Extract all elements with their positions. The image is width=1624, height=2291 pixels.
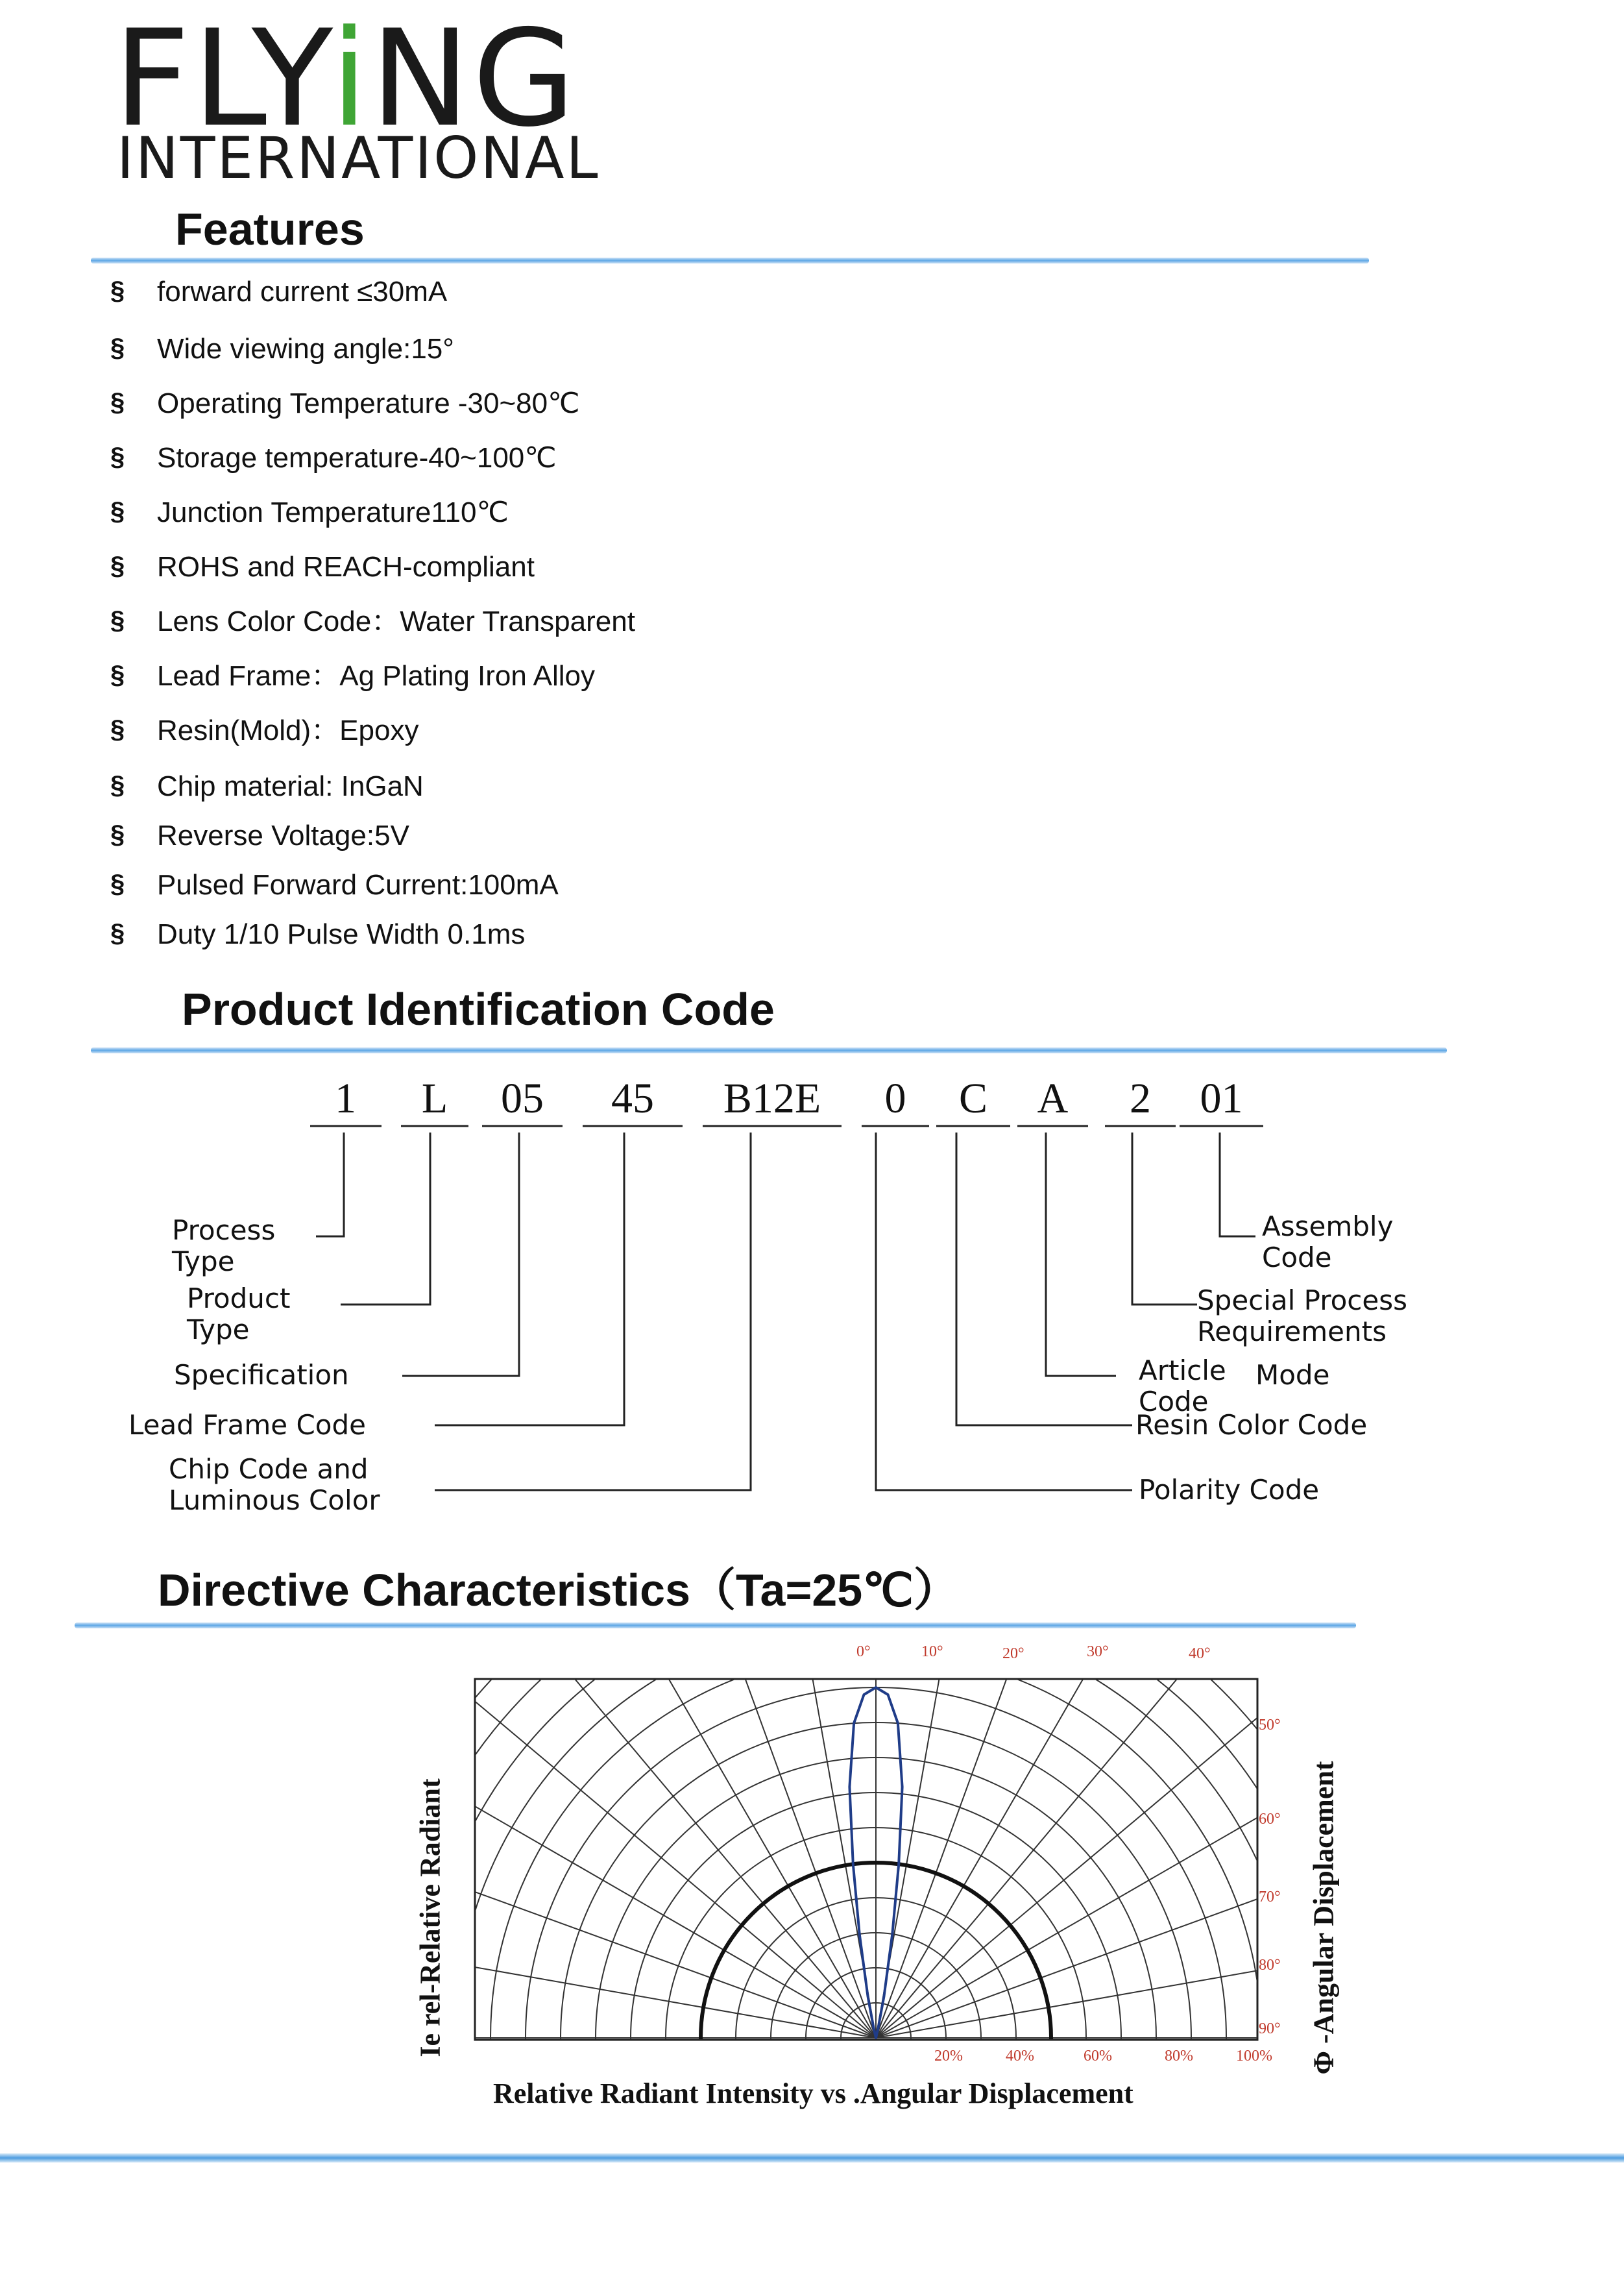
label-product-type: Product Type xyxy=(187,1282,291,1345)
label-lead-frame-code: Lead Frame Code xyxy=(128,1409,366,1441)
feature-text: Pulsed Forward Current:100mA xyxy=(157,869,559,901)
code-seg-chip: B12E xyxy=(723,1075,821,1122)
chart-caption: Relative Radiant Intensity vs .Angular Displacement xyxy=(493,2077,1133,2109)
tick-right: 90° xyxy=(1259,2020,1281,2037)
label-chip-code: Chip Code and Luminous Color xyxy=(169,1453,380,1516)
logo-text-2: NG xyxy=(370,2,579,156)
label-mode: Mode xyxy=(1255,1359,1330,1391)
feature-text: ROHS and REACH-compliant xyxy=(157,551,535,583)
label-polarity-code: Polarity Code xyxy=(1139,1474,1320,1506)
code-seg-leadframe: 45 xyxy=(611,1075,654,1122)
code-seg-polarity: 0 xyxy=(884,1075,906,1122)
tick-bottom: 40% xyxy=(1006,2048,1034,2064)
bullet-icon: § xyxy=(110,870,125,898)
leader-special xyxy=(1132,1133,1197,1305)
tick-bottom: 20% xyxy=(934,2048,963,2064)
bullet-icon: § xyxy=(110,715,125,744)
leader-chip-code xyxy=(435,1133,751,1490)
code-seg-assembly: 01 xyxy=(1200,1075,1243,1122)
bullet-icon: § xyxy=(110,334,125,362)
right-axis-label: Φ -Angular Displacement xyxy=(1307,1761,1340,2075)
label-assembly-code: Assembly Code xyxy=(1262,1210,1394,1273)
code-seg-process: 1 xyxy=(335,1075,356,1122)
brand-tagline: INTERNATIONAL xyxy=(117,125,600,191)
leader-lead-frame xyxy=(435,1133,624,1425)
feature-text: Operating Temperature -30~80℃ xyxy=(157,387,580,419)
tick-top: 10° xyxy=(921,1643,943,1660)
polar-radiation-chart xyxy=(474,1678,1259,2041)
tick-bottom: 80% xyxy=(1165,2048,1193,2064)
leader-article xyxy=(1046,1133,1116,1376)
directive-title: Directive Characteristics（Ta=25℃） xyxy=(158,1565,959,1615)
label-resin-color-code: Resin Color Code xyxy=(1135,1409,1368,1441)
label-special-process: Special Process Requirements xyxy=(1197,1284,1408,1347)
bullet-icon: § xyxy=(110,606,125,635)
leader-polarity xyxy=(876,1133,1132,1490)
leader-assembly xyxy=(1220,1133,1255,1236)
y-axis-label: Ie rel-Relative Radiant xyxy=(414,1778,446,2057)
label-article-code: Article Code xyxy=(1139,1354,1226,1417)
product-id-title: Product Identification Code xyxy=(182,984,775,1035)
bullet-icon: § xyxy=(110,919,125,948)
feature-text: Lead Frame：Ag Plating Iron Alloy xyxy=(157,660,596,692)
tick-right: 80° xyxy=(1259,1957,1281,1974)
tick-right: 50° xyxy=(1259,1717,1281,1734)
feature-text: Lens Color Code：Water Transparent xyxy=(157,606,635,637)
leader-resin xyxy=(956,1133,1132,1425)
tick-right: 70° xyxy=(1259,1889,1281,1905)
feature-text: Wide viewing angle:15° xyxy=(157,333,454,365)
bullet-icon: § xyxy=(110,820,125,849)
leader-specification xyxy=(402,1133,519,1376)
tick-bottom: 60% xyxy=(1084,2048,1112,2064)
code-seg-article: A xyxy=(1037,1075,1069,1122)
feature-text: Junction Temperature110℃ xyxy=(157,496,509,528)
bullet-icon: § xyxy=(110,388,125,417)
logo-text-i: i xyxy=(330,2,370,156)
tick-top: 20° xyxy=(1002,1645,1024,1662)
feature-text: Duty 1/10 Pulse Width 0.1ms xyxy=(157,918,526,950)
code-seg-special: 2 xyxy=(1130,1075,1151,1122)
label-process-type: Process Type xyxy=(172,1214,276,1277)
features-title: Features xyxy=(175,204,365,254)
directive-divider xyxy=(75,1623,1356,1628)
bullet-icon: § xyxy=(110,552,125,580)
feature-text: Reverse Voltage:5V xyxy=(157,820,409,851)
tick-top: 30° xyxy=(1087,1643,1109,1660)
code-seg-product: L xyxy=(421,1075,448,1122)
feature-text: forward current ≤30mA xyxy=(157,276,448,308)
code-seg-resin: C xyxy=(958,1075,988,1122)
bullet-icon: § xyxy=(110,276,125,305)
feature-text: Resin(Mold)：Epoxy xyxy=(157,715,419,746)
tick-bottom: 100% xyxy=(1236,2048,1272,2064)
logo-text-1: FLY xyxy=(114,2,331,156)
bullet-icon: § xyxy=(110,497,125,526)
label-specification: Specification xyxy=(174,1359,349,1391)
leader-product-type xyxy=(341,1133,430,1305)
tick-top: 0° xyxy=(856,1643,871,1660)
bullet-icon: § xyxy=(110,771,125,800)
code-seg-spec: 05 xyxy=(501,1075,544,1122)
bullet-icon: § xyxy=(110,443,125,471)
leader-process-type xyxy=(316,1133,344,1236)
bullet-icon: § xyxy=(110,661,125,689)
feature-text: Chip material: InGaN xyxy=(157,770,424,802)
tick-top: 40° xyxy=(1189,1645,1211,1662)
feature-text: Storage temperature-40~100℃ xyxy=(157,442,557,474)
tick-right: 60° xyxy=(1259,1811,1281,1828)
page-footer-rule xyxy=(0,2153,1624,2162)
